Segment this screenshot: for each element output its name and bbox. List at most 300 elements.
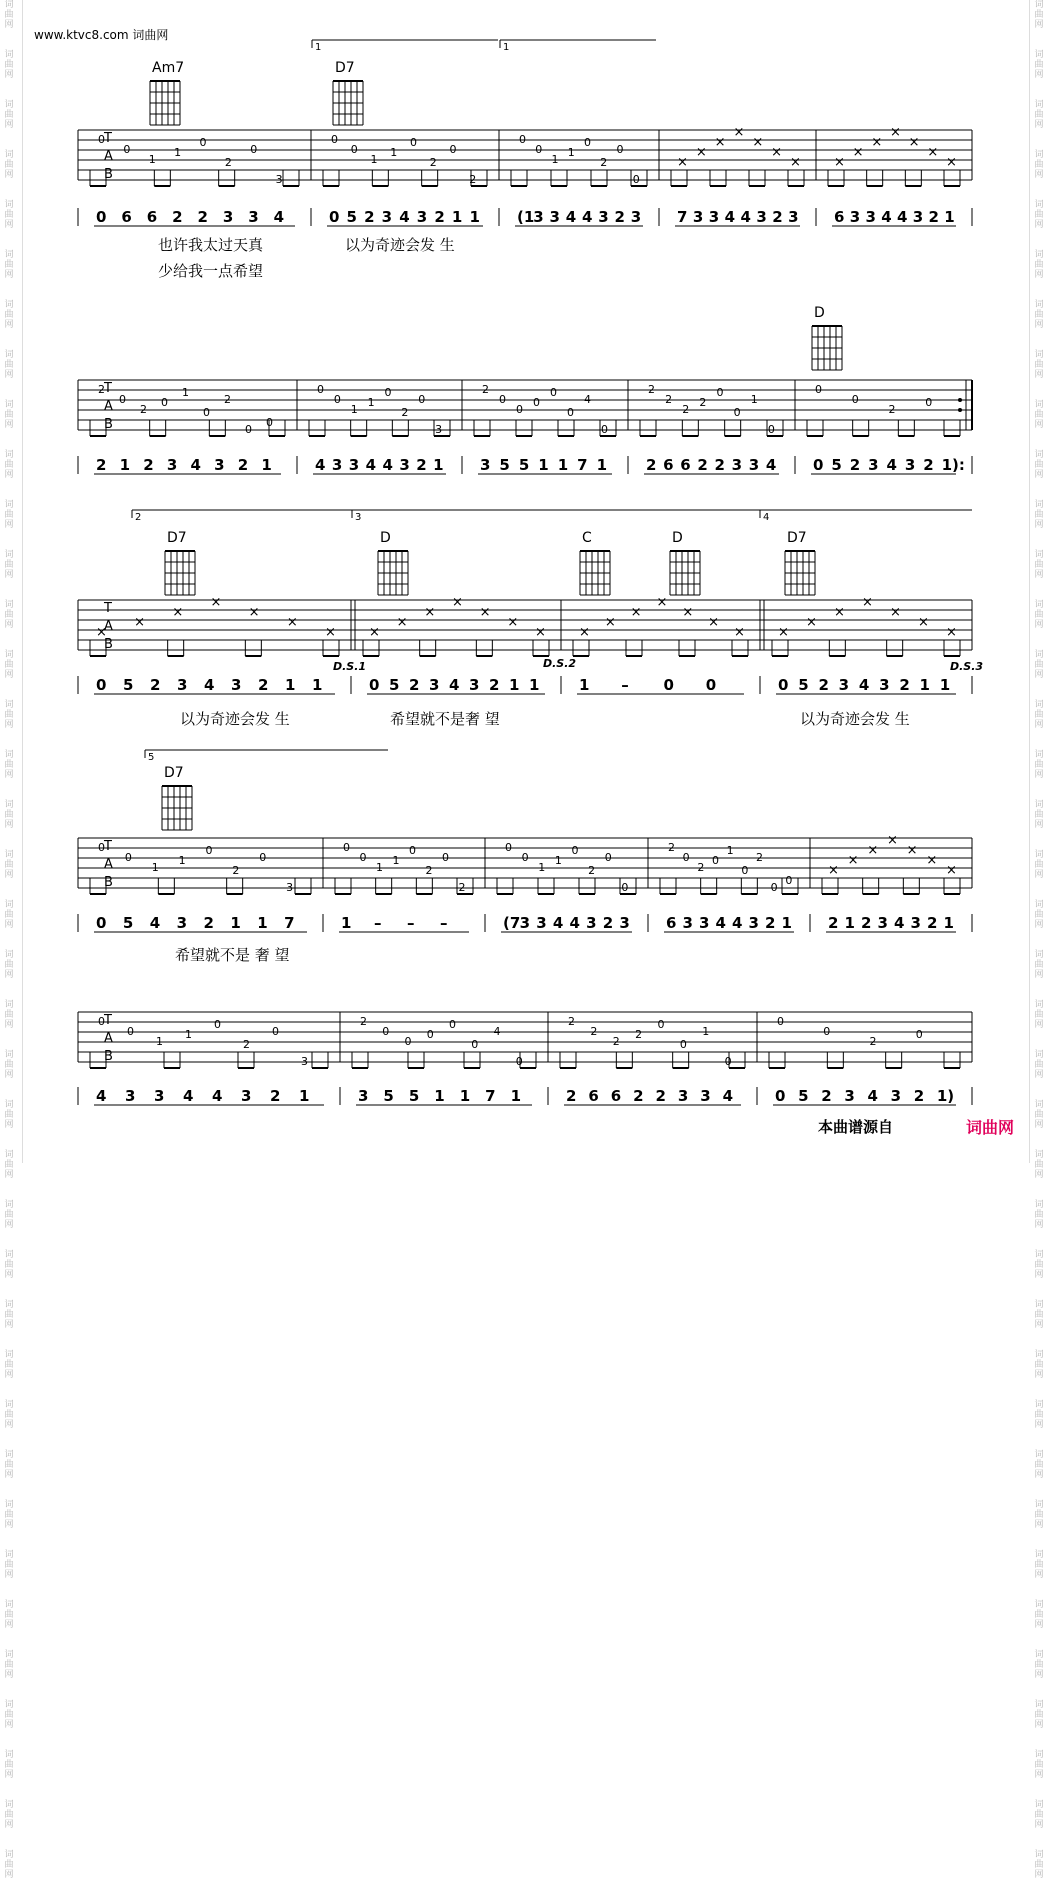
muted-string-x: × <box>172 605 184 620</box>
jianpu-note: 3 <box>700 1087 711 1105</box>
jianpu-note: 1 <box>299 1087 310 1105</box>
jianpu-note: 3 <box>731 456 743 474</box>
chord-name: D <box>672 530 683 546</box>
muted-string-x: × <box>96 625 107 640</box>
jianpu-note: 3 <box>358 1087 369 1105</box>
tab-fret-number: 0 <box>272 1025 279 1038</box>
jianpu-note: 2 <box>197 208 208 226</box>
tab-fret-number: 3 <box>275 173 283 186</box>
jianpu-note: 1) <box>936 1087 955 1105</box>
tab-fret-number: 0 <box>657 1018 665 1031</box>
jianpu-note: 3 <box>348 456 360 474</box>
repeat-dot <box>958 398 962 402</box>
jianpu-note: 4 <box>897 208 908 226</box>
chord-name: D7 <box>787 530 807 546</box>
tab-fret-number: 0 <box>404 1035 412 1048</box>
tab-label-a: A <box>104 857 113 872</box>
jianpu-note: 5 <box>831 456 842 474</box>
jianpu-note: 4 <box>552 914 564 932</box>
muted-string-x: × <box>579 625 590 640</box>
jianpu-note: 4 <box>740 208 751 226</box>
jianpu-note: 5 <box>383 1087 394 1105</box>
muted-string-x: × <box>677 155 688 170</box>
jianpu-note: 3 <box>748 914 759 932</box>
jianpu-note: 3 <box>176 914 188 932</box>
jianpu-note: 4 <box>365 456 377 474</box>
lyric-line-1: 以为奇迹会发 生 <box>800 710 910 728</box>
jianpu-note: 3 <box>536 914 547 932</box>
jianpu-note: 6 <box>146 208 158 226</box>
jianpu-note: 5 <box>518 456 530 474</box>
tab-fret-number: 0 <box>925 396 933 409</box>
jianpu-note: 0 <box>813 456 824 474</box>
jianpu-note: 3 <box>879 676 890 694</box>
tab-fret-number: 0 <box>505 841 512 854</box>
jianpu-note: 1 <box>781 914 792 932</box>
jianpu-note: 4 <box>867 1087 878 1105</box>
jianpu-note: 0 <box>663 676 674 694</box>
jianpu-note: 3 <box>416 208 428 226</box>
muted-string-x: × <box>535 625 546 640</box>
tab-fret-number: 1 <box>148 153 156 166</box>
muted-string-x: × <box>752 135 764 150</box>
jianpu-note: 1): <box>941 456 965 474</box>
tab-fret-number: 2 <box>682 403 690 416</box>
jianpu-note: 3 <box>533 208 544 226</box>
jianpu-note: 2 <box>913 1087 925 1105</box>
side-watermark-right: 词 曲 网 词 曲 网 词 曲 网 词 曲 网 词 曲 网 词 曲 网 词 曲 网 词 曲 网 词 曲 网 词 曲 网 词 曲 网 词 曲 网 词 曲 网 词 曲 网 词 曲 网 词 曲 网 词 曲 网 词 曲 网 词 曲 网 词 曲 网 词 曲 网 词 曲 网 词 曲 网 词 曲 网 词 曲 网 词 曲 网 词 曲 网 词 曲 网 词 曲 网 词 曲 网 词 曲 网 词 曲 网 词 曲 网 词 曲 网 词 曲 网 词 曲 网 词 曲 网 词 曲 网 <box>1034 0 1044 1880</box>
muted-string-x: × <box>604 615 616 630</box>
tab-fret-number: 3 <box>301 1055 308 1068</box>
jianpu-note: 1 <box>230 914 241 932</box>
jianpu-note: 2 <box>489 676 500 694</box>
tab-fret-number: 2 <box>482 383 489 396</box>
tab-fret-number: 1 <box>370 153 378 166</box>
muted-string-x: × <box>134 615 146 630</box>
tab-fret-number: 0 <box>724 1055 732 1068</box>
muted-string-x: × <box>708 615 720 630</box>
jianpu-note: 3 <box>154 1087 165 1105</box>
tab-fret-number: 0 <box>621 881 629 894</box>
muted-string-x: × <box>369 625 380 640</box>
jianpu-note: 3 <box>912 208 924 226</box>
jianpu-note: 0 <box>369 676 380 694</box>
jianpu-note: 2 <box>927 914 938 932</box>
jianpu-note: 2 <box>203 914 214 932</box>
tab-fret-number: 1 <box>538 861 546 874</box>
jianpu-note: 4 <box>569 914 580 932</box>
muted-string-x: × <box>325 625 336 640</box>
tab-fret-number: 0 <box>203 406 210 419</box>
jianpu-note: 3 <box>788 208 799 226</box>
tab-fret-number: 0 <box>679 1038 687 1051</box>
lyric-line-1: 以为奇迹会发 生 <box>180 710 290 728</box>
jianpu-note: 5 <box>408 1087 420 1105</box>
jianpu-note: (1 <box>517 208 535 226</box>
jianpu-note: 4 <box>715 914 726 932</box>
jianpu-note: 6 <box>666 914 677 932</box>
jianpu-note: 1 <box>469 208 480 226</box>
jianpu-note: 4 <box>732 914 743 932</box>
tab-label-b: B <box>104 167 113 182</box>
tab-fret-number: 0 <box>601 423 608 436</box>
jianpu-note: 3 <box>177 676 188 694</box>
tab-fret-number: 0 <box>535 143 543 156</box>
tab-fret-number: 0 <box>259 851 267 864</box>
jianpu-note: 5 <box>389 676 400 694</box>
jianpu-note: 4 <box>204 676 215 694</box>
tab-fret-number: 0 <box>712 854 719 867</box>
jianpu-note: 3 <box>231 676 242 694</box>
tab-label-b: B <box>104 875 113 890</box>
jianpu-note: 4 <box>449 676 460 694</box>
tab-fret-number: 3 <box>286 881 294 894</box>
jianpu-note: 1 <box>341 914 352 932</box>
jianpu-note: 2 <box>434 208 445 226</box>
muted-string-x: × <box>918 615 929 630</box>
jianpu-note: 1 <box>261 456 272 474</box>
tab-fret-number: 0 <box>266 416 273 429</box>
jianpu-note: 2 <box>818 676 829 694</box>
jianpu-note: 3 <box>549 208 560 226</box>
muted-string-x: × <box>424 605 436 620</box>
muted-string-x: × <box>887 833 898 848</box>
muted-string-x: × <box>926 853 938 868</box>
jianpu-note: 2 <box>237 456 249 474</box>
jianpu-note: 3 <box>868 456 879 474</box>
chord-name: D7 <box>164 765 184 781</box>
tab-label-t: T <box>104 381 112 396</box>
tab-fret-number: 1 <box>390 146 398 159</box>
jianpu-note: 3 <box>248 208 259 226</box>
jianpu-note: 3 <box>241 1087 252 1105</box>
jianpu-note: 1 <box>285 676 296 694</box>
tab-fret-number: 4 <box>493 1025 501 1038</box>
tab-fret-number: 0 <box>442 851 449 864</box>
jianpu-note: 5 <box>499 456 510 474</box>
jianpu-note: 3 <box>331 456 343 474</box>
tab-fret-number: 1 <box>182 386 189 399</box>
jianpu-note: 1 <box>538 456 549 474</box>
jianpu-note: 2 <box>928 208 939 226</box>
jianpu-note: 2 <box>416 456 427 474</box>
tab-fret-number: 0 <box>915 1028 923 1041</box>
ds-mark: D.S.3 <box>950 660 984 673</box>
tab-fret-number: 0 <box>123 143 131 156</box>
tab-fret-number: 0 <box>161 396 168 409</box>
jianpu-note: 2 <box>270 1087 281 1105</box>
muted-string-x: × <box>806 615 817 630</box>
muted-string-x: × <box>862 595 873 610</box>
tab-fret-number: 0 <box>449 143 457 156</box>
muted-string-x: × <box>210 595 222 610</box>
muted-string-x: × <box>834 605 845 620</box>
tab-fret-number: 0 <box>245 423 252 436</box>
chord-name: D7 <box>335 60 355 76</box>
lyric-line-2: 少给我一点希望 <box>158 262 264 280</box>
tab-fret-number: 0 <box>98 841 105 854</box>
tab-fret-number: 2 <box>648 383 655 396</box>
tab-fret-number: 0 <box>418 393 426 406</box>
jianpu-note: 4 <box>765 456 777 474</box>
jianpu-note: 2 <box>772 208 783 226</box>
jianpu-note: 7 <box>577 456 588 474</box>
muted-string-x: × <box>682 605 694 620</box>
tab-fret-number: 0 <box>584 136 591 149</box>
tab-label-b: B <box>104 637 113 652</box>
tab-fret-number: 1 <box>350 403 358 416</box>
tab-fret-number: 0 <box>127 1025 134 1038</box>
tab-fret-number: 2 <box>429 156 437 169</box>
tab-fret-number: 0 <box>98 1015 105 1028</box>
jianpu-note: 3 <box>381 208 393 226</box>
jianpu-note: 1 <box>459 1087 471 1105</box>
tab-fret-number: 0 <box>550 386 557 399</box>
tab-fret-number: 0 <box>250 143 258 156</box>
ds-mark: D.S.2 <box>543 657 577 670</box>
tab-fret-number: 2 <box>140 403 147 416</box>
jianpu-note: 2 <box>697 456 708 474</box>
jianpu-note: 4 <box>582 208 593 226</box>
muted-string-x: × <box>906 843 918 858</box>
lyric-line-1: 希望就不是奢 望 <box>390 710 500 728</box>
jianpu-note: 4 <box>886 456 897 474</box>
jianpu-note: 3 <box>699 914 710 932</box>
tab-fret-number: 0 <box>632 173 640 186</box>
jianpu-note: 3 <box>877 914 888 932</box>
tab-fret-number: 0 <box>571 844 579 857</box>
jianpu-note: 4 <box>382 456 393 474</box>
jianpu-note: – <box>407 914 415 932</box>
jianpu-note: 1 <box>844 914 855 932</box>
muted-string-x: × <box>927 145 939 160</box>
ending-number: 1 <box>503 42 510 53</box>
jianpu-note: 2 <box>566 1087 577 1105</box>
jianpu-note: 3 <box>748 456 760 474</box>
tab-fret-number: 2 <box>668 841 675 854</box>
ending-number: 3 <box>355 512 362 523</box>
jianpu-note: 4 <box>183 1087 194 1105</box>
muted-string-x: × <box>248 605 260 620</box>
muted-string-x: × <box>479 605 491 620</box>
tab-fret-number: 0 <box>449 1018 456 1031</box>
jianpu-note: 2 <box>633 1087 644 1105</box>
jianpu-note: 3 <box>630 208 642 226</box>
chord-name: D7 <box>167 530 187 546</box>
tab-fret-number: 0 <box>682 851 690 864</box>
jianpu-note: 2 <box>828 914 839 932</box>
tab-fret-number: 1 <box>367 396 375 409</box>
jianpu-note: 5 <box>798 1087 809 1105</box>
tab-fret-number: 0 <box>516 403 523 416</box>
jianpu-note: 6 <box>834 208 845 226</box>
jianpu-note: 2 <box>899 676 910 694</box>
jianpu-note: 1 <box>943 914 954 932</box>
lyric-line-1: 也许我太过天真 <box>158 236 264 254</box>
tab-label-t: T <box>104 839 112 854</box>
tab-fret-number: 2 <box>232 864 240 877</box>
jianpu-note: 2 <box>172 208 183 226</box>
jianpu-note: – <box>440 914 448 932</box>
jianpu-note: 4 <box>96 1087 107 1105</box>
jianpu-note: 3 <box>910 914 921 932</box>
jianpu-note: – <box>621 676 629 694</box>
jianpu-note: 2 <box>96 456 107 474</box>
muted-string-x: × <box>656 595 668 610</box>
tab-label-a: A <box>104 619 113 634</box>
tab-fret-number: 2 <box>869 1035 877 1048</box>
jianpu-note: 2 <box>821 1087 832 1105</box>
tab-fret-number: 0 <box>333 393 341 406</box>
tab-fret-number: 0 <box>499 393 506 406</box>
tab-fret-number: 0 <box>471 1038 479 1051</box>
tab-fret-number: 1 <box>726 844 734 857</box>
tab-fret-number: 0 <box>604 851 612 864</box>
jianpu-note: 6 <box>588 1087 599 1105</box>
tab-fret-number: 2 <box>600 156 608 169</box>
jianpu-note: 2 <box>923 456 934 474</box>
jianpu-note: 1 <box>510 1087 522 1105</box>
jianpu-note: 3 <box>399 456 410 474</box>
muted-string-x: × <box>714 135 726 150</box>
tab-fret-number: 1 <box>392 854 400 867</box>
tab-fret-number: 0 <box>205 844 213 857</box>
jianpu-note: 7 <box>284 914 295 932</box>
jianpu-note: 3 <box>890 1087 902 1105</box>
tab-fret-number: 0 <box>384 386 392 399</box>
tab-fret-number: 2 <box>243 1038 250 1051</box>
chord-name: D <box>380 530 391 546</box>
tab-fret-number: 0 <box>350 143 358 156</box>
jianpu-note: 5 <box>122 914 134 932</box>
jianpu-note: 3 <box>519 914 531 932</box>
tab-fret-number: 0 <box>741 864 749 877</box>
muted-string-x: × <box>946 625 957 640</box>
tab-fret-number: 0 <box>767 423 775 436</box>
muted-string-x: × <box>828 863 839 878</box>
jianpu-note: 4 <box>190 456 201 474</box>
tab-fret-number: 0 <box>851 393 859 406</box>
jianpu-note: 2 <box>364 208 375 226</box>
jianpu-note: 0 <box>96 676 107 694</box>
muted-string-x: × <box>834 155 845 170</box>
jianpu-note: 1 <box>557 456 569 474</box>
tab-fret-number: 0 <box>317 383 324 396</box>
muted-string-x: × <box>946 863 957 878</box>
tab-fret-number: 0 <box>331 133 338 146</box>
jianpu-note: 3 <box>619 914 630 932</box>
jianpu-note: 2 <box>150 676 161 694</box>
muted-string-x: × <box>507 615 519 630</box>
jianpu-note: 4 <box>399 208 410 226</box>
jianpu-note: 3 <box>677 1087 689 1105</box>
jianpu-note: 2 <box>409 676 420 694</box>
muted-string-x: × <box>847 853 859 868</box>
tab-fret-number: 0 <box>382 1025 390 1038</box>
tab-fret-number: 2 <box>425 864 433 877</box>
jianpu-note: 2 <box>655 1087 666 1105</box>
side-watermark-left: 词 曲 网 词 曲 网 词 曲 网 词 曲 网 词 曲 网 词 曲 网 词 曲 网 词 曲 网 词 曲 网 词 曲 网 词 曲 网 词 曲 网 词 曲 网 词 曲 网 词 曲 网 词 曲 网 词 曲 网 词 曲 网 词 曲 网 词 曲 网 词 曲 网 词 曲 网 词 曲 网 词 曲 网 词 曲 网 词 曲 网 词 曲 网 词 曲 网 词 曲 网 词 曲 网 词 曲 网 词 曲 网 词 曲 网 词 曲 网 词 曲 网 词 曲 网 词 曲 网 词 曲 网 <box>4 0 14 1880</box>
jianpu-note: 1 <box>529 676 540 694</box>
muted-string-x: × <box>790 155 801 170</box>
muted-string-x: × <box>695 145 707 160</box>
tab-fret-number: 0 <box>616 143 624 156</box>
jianpu-note: 6 <box>610 1087 622 1105</box>
jianpu-note: 3 <box>469 676 480 694</box>
tab-fret-number: 1 <box>376 861 383 874</box>
tab-fret-number: 0 <box>567 406 574 419</box>
tab-fret-number: 2 <box>612 1035 620 1048</box>
jianpu-note: 3 <box>429 676 440 694</box>
ending-number: 5 <box>148 752 155 763</box>
tab-label-b: B <box>104 1049 113 1064</box>
muted-string-x: × <box>452 595 463 610</box>
muted-string-x: × <box>867 843 879 858</box>
tab-fret-number: 2 <box>756 851 763 864</box>
tab-fret-number: 2 <box>888 403 896 416</box>
jianpu-note: 4 <box>212 1087 223 1105</box>
tab-label-t: T <box>104 131 112 146</box>
jianpu-note: 4 <box>273 208 285 226</box>
tab-fret-number: 0 <box>521 851 529 864</box>
jianpu-note: 1 <box>579 676 590 694</box>
jianpu-note: 0 <box>329 208 340 226</box>
tab-fret-number: 3 <box>435 423 443 436</box>
jianpu-note: 5 <box>798 676 809 694</box>
jianpu-note: 0 <box>778 676 789 694</box>
tab-fret-number: 0 <box>733 406 741 419</box>
jianpu-note: 1 <box>919 676 930 694</box>
tab-fret-number: 2 <box>360 1015 367 1028</box>
tab-fret-number: 0 <box>359 851 367 864</box>
ending-number: 2 <box>135 512 142 523</box>
tab-fret-number: 1 <box>551 153 559 166</box>
ending-number: 4 <box>763 512 770 523</box>
jianpu-note: 3 <box>708 208 720 226</box>
jianpu-note: 3 <box>849 208 861 226</box>
chord-name: Am7 <box>152 60 185 76</box>
tab-fret-number: 2 <box>98 383 105 396</box>
jianpu-note: 3 <box>844 1087 855 1105</box>
footer-logo: 词曲网 <box>966 1118 1015 1137</box>
tab-fret-number: 1 <box>178 854 186 867</box>
tab-fret-number: 0 <box>199 136 207 149</box>
jianpu-note: 0 <box>96 208 107 226</box>
tab-fret-number: 1 <box>567 146 575 159</box>
tab-label-a: A <box>104 149 113 164</box>
tab-fret-number: 0 <box>409 844 416 857</box>
jianpu-note: 2 <box>258 676 269 694</box>
jianpu-note: 7 <box>677 208 688 226</box>
jianpu-note: 2 <box>614 208 625 226</box>
muted-string-x: × <box>630 605 642 620</box>
jianpu-note: 0 <box>96 914 107 932</box>
tab-fret-number: 0 <box>519 133 526 146</box>
tab-fret-number: 2 <box>458 881 466 894</box>
tab-fret-number: 2 <box>635 1028 643 1041</box>
jianpu-note: 0 <box>705 676 717 694</box>
tab-fret-number: 2 <box>401 406 409 419</box>
tab-fret-number: 1 <box>554 854 562 867</box>
tab-fret-number: 0 <box>426 1028 434 1041</box>
jianpu-note: 4 <box>722 1087 734 1105</box>
ending-number: 1 <box>315 42 322 53</box>
jianpu-note: 2 <box>602 914 614 932</box>
jianpu-note: 3 <box>904 456 916 474</box>
tab-fret-number: 2 <box>697 861 705 874</box>
tab-label-t: T <box>104 601 112 616</box>
tab-fret-number: 1 <box>156 1035 163 1048</box>
